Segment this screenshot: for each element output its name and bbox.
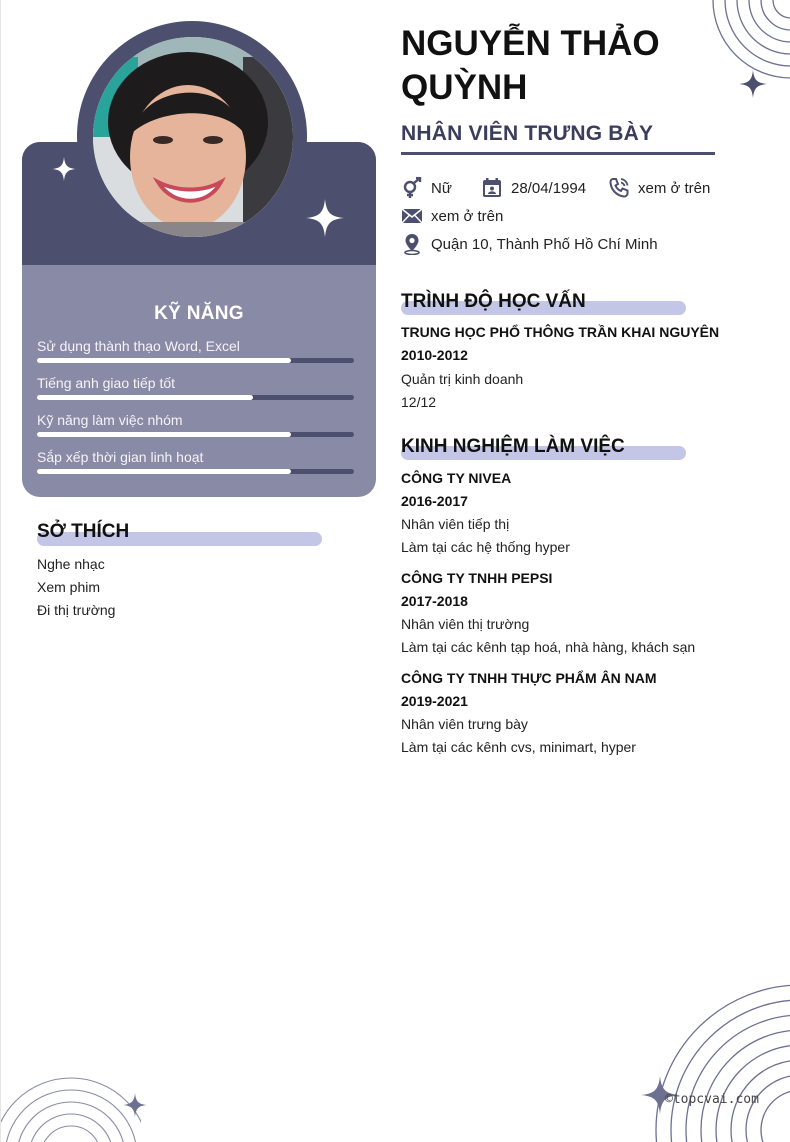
job-period: 2016-2017 <box>401 493 468 509</box>
skill-bar <box>37 469 354 474</box>
mail-icon <box>401 205 423 227</box>
experience-heading: KINH NGHIỆM LÀM VIỆC <box>401 436 625 457</box>
skill-bar <box>37 358 354 363</box>
gender-value: Nữ <box>431 179 452 197</box>
sparkle-icon <box>739 70 767 98</box>
candidate-name: NGUYỄN THẢO QUỲNH <box>401 24 660 107</box>
skills-heading: KỸ NĂNG <box>154 303 244 324</box>
address-value: Quận 10, Thành Phố Hồ Chí Minh <box>431 235 658 253</box>
job-description: Làm tại các kênh tạp hoá, nhà hàng, khách sạn <box>401 639 696 655</box>
hobby-item: Đi thị trường <box>37 602 116 618</box>
company-name: CÔNG TY TNHH THỰC PHẨM ÂN NAM <box>401 670 657 686</box>
watermark: ©topcvai.com <box>665 1092 759 1107</box>
job-title: NHÂN VIÊN TRƯNG BÀY <box>401 122 654 145</box>
skill-bar <box>37 432 354 437</box>
sparkle-icon <box>306 199 344 237</box>
email-value: xem ở trên <box>431 207 504 225</box>
skill-label: Sử dụng thành thạo Word, Excel <box>37 338 240 354</box>
sparkle-icon <box>123 1093 147 1117</box>
avatar-photo <box>93 37 293 237</box>
avatar <box>93 37 293 237</box>
job-role: Nhân viên tiếp thị <box>401 516 510 532</box>
concentric-arcs-decoration-bottom-left <box>1 1066 141 1142</box>
calendar-icon <box>481 177 503 199</box>
skill-label: Kỹ năng làm việc nhóm <box>37 412 183 428</box>
job-description: Làm tại các hệ thống hyper <box>401 539 570 555</box>
hobby-item: Nghe nhạc <box>37 556 105 572</box>
skill-label: Sắp xếp thời gian linh hoạt <box>37 449 204 465</box>
company-name: CÔNG TY NIVEA <box>401 470 512 486</box>
skill-bar-fill <box>37 358 291 363</box>
phone-icon <box>608 177 630 199</box>
job-role: Nhân viên thị trường <box>401 616 530 632</box>
birthdate-value: 28/04/1994 <box>511 179 587 197</box>
skill-bar-fill <box>37 432 291 437</box>
skill-item <box>37 338 354 354</box>
concentric-arcs-decoration-bottom-right <box>651 960 790 1142</box>
email-info <box>401 205 503 227</box>
phone-info <box>608 177 710 199</box>
skill-item <box>37 412 354 428</box>
hobby-item: Xem phim <box>37 579 101 595</box>
gender-icon <box>401 177 423 199</box>
phone-value: xem ở trên <box>638 179 711 197</box>
job-description: Làm tại các kênh cvs, minimart, hyper <box>401 739 636 755</box>
location-icon <box>401 233 423 255</box>
education-period: 2010-2012 <box>401 347 468 363</box>
hobbies-heading: SỞ THÍCH <box>37 521 130 542</box>
school-name: TRUNG HỌC PHỔ THÔNG TRẦN KHAI NGUYÊN <box>401 324 720 340</box>
job-period: 2019-2021 <box>401 693 468 709</box>
title-underline <box>401 152 715 155</box>
skill-bar-fill <box>37 395 253 400</box>
education-heading: TRÌNH ĐỘ HỌC VẤN <box>401 291 586 312</box>
sparkle-icon <box>52 157 76 181</box>
address-info <box>401 233 658 255</box>
job-role: Nhân viên trưng bày <box>401 716 528 732</box>
skill-item <box>37 449 354 465</box>
skill-label: Tiếng anh giao tiếp tốt <box>37 375 176 391</box>
gender-info <box>401 177 452 199</box>
skill-item <box>37 375 354 391</box>
skill-bar-fill <box>37 469 291 474</box>
education-grade: 12/12 <box>401 394 437 410</box>
skill-bar <box>37 395 354 400</box>
company-name: CÔNG TY TNHH PEPSI <box>401 570 553 586</box>
job-period: 2017-2018 <box>401 593 468 609</box>
education-major: Quản trị kinh doanh <box>401 371 524 387</box>
birthdate-info <box>481 177 586 199</box>
